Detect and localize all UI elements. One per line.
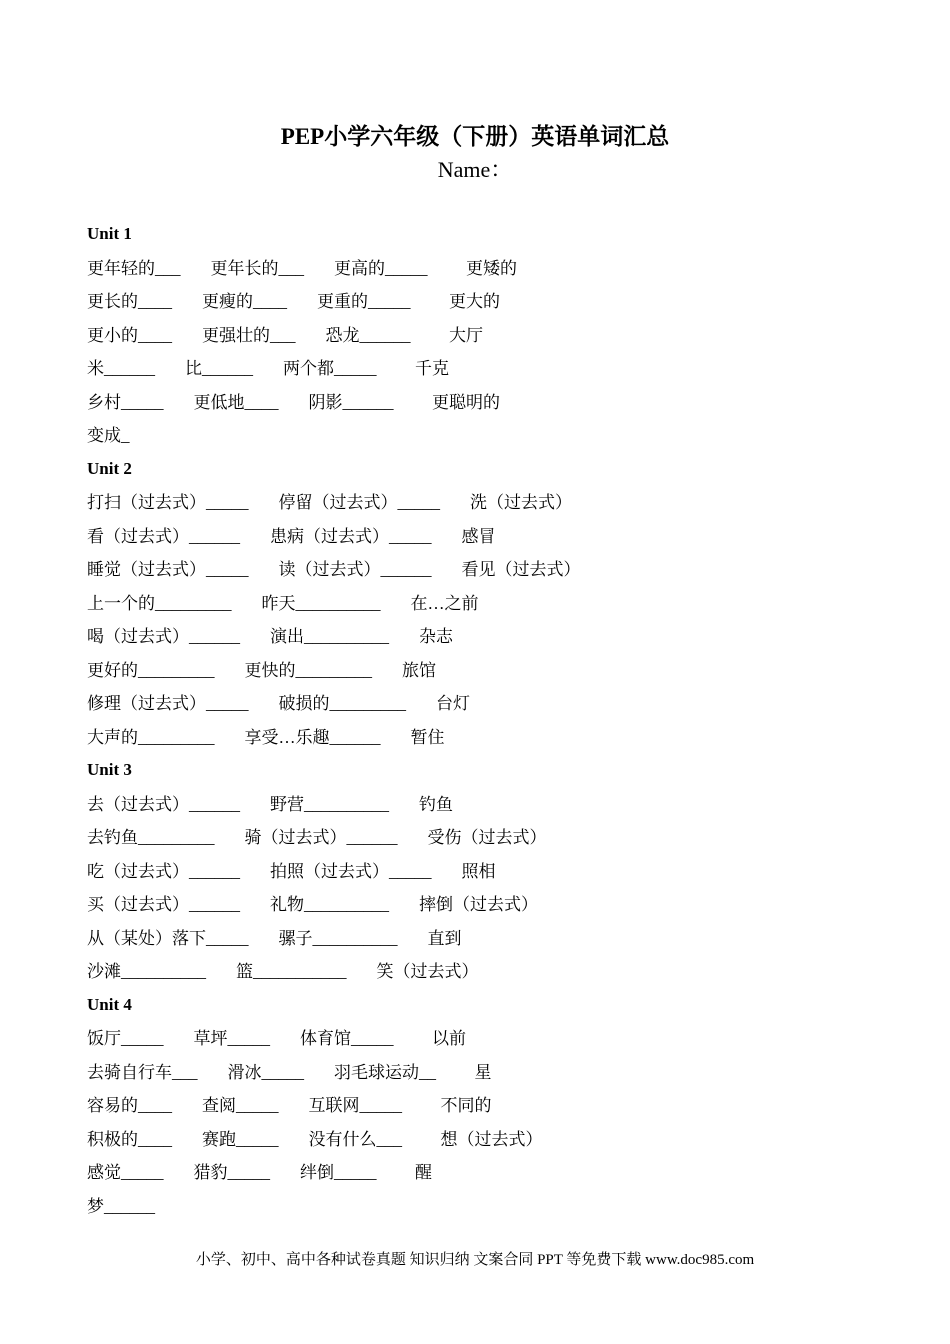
- vocabulary-row: [87, 1058, 887, 1092]
- vocabulary-item: 读（过去式）______: [278, 560, 432, 579]
- vocabulary-item: 更聪明的: [423, 392, 500, 412]
- vocabulary-row: [87, 890, 887, 924]
- vocabulary-item: 篮___________: [236, 962, 347, 981]
- vocabulary-item: 米______: [87, 359, 155, 378]
- vocabulary-item: 猎豹_____: [193, 1163, 270, 1182]
- vocabulary-item: 羽毛球运动__: [334, 1062, 436, 1082]
- vocabulary-row: [87, 321, 887, 355]
- vocabulary-item: 绊倒_____: [300, 1163, 377, 1182]
- vocabulary-row: [87, 656, 887, 690]
- vocabulary-item: 乡村_____: [87, 392, 164, 412]
- vocabulary-item: 杂志: [419, 627, 453, 646]
- vocabulary-row: [87, 1024, 887, 1058]
- vocabulary-item: 更强壮的___: [202, 325, 296, 345]
- vocabulary-item: 照相: [461, 861, 496, 881]
- vocabulary-item: 不同的: [432, 1096, 492, 1115]
- vocabulary-row: [87, 354, 887, 388]
- vocabulary-item: 野营__________: [270, 794, 389, 814]
- vocabulary-item: 更好的_________: [87, 660, 215, 680]
- page-title: PEP小学六年级（下册）英语单词汇总: [280, 124, 670, 149]
- vocabulary-item: 大声的_________: [87, 727, 215, 747]
- unit-heading: Unit 2: [87, 458, 132, 478]
- vocabulary-item: 睡觉（过去式）_____: [87, 560, 249, 579]
- vocabulary-item: 体育馆_____: [300, 1029, 394, 1048]
- vocabulary-item: 变成_: [87, 426, 130, 445]
- vocabulary-item: 去钓鱼_________: [87, 828, 215, 847]
- vocabulary-item: 暂住: [410, 727, 445, 747]
- vocabulary-item: 更快的_________: [244, 660, 372, 680]
- vocabulary-item: 喝（过去式）______: [87, 627, 240, 646]
- vocabulary-item: 更矮的: [457, 258, 517, 278]
- vocabulary-row: [87, 1091, 887, 1125]
- vocabulary-item: 更年轻的___: [87, 258, 181, 278]
- vocabulary-item: 醒: [406, 1163, 432, 1182]
- vocabulary-item: 演出__________: [270, 627, 389, 646]
- vocabulary-item: 沙滩__________: [87, 962, 206, 981]
- vocabulary-item: 骑（过去式）______: [244, 828, 398, 847]
- vocabulary-item: 赛跑_____: [202, 1129, 279, 1149]
- vocabulary-item: 打扫（过去式）_____: [87, 493, 249, 512]
- vocabulary-item: 饭厅_____: [87, 1029, 164, 1048]
- vocabulary-item: 去骑自行车___: [87, 1062, 198, 1082]
- vocabulary-item: 更高的_____: [334, 258, 428, 278]
- vocabulary-list: [87, 220, 887, 1225]
- vocabulary-item: 拍照（过去式）_____: [270, 861, 432, 881]
- vocabulary-item: 恐龙______: [325, 325, 411, 345]
- vocabulary-row: [87, 522, 887, 556]
- vocabulary-row: [87, 924, 887, 958]
- vocabulary-item: 滑冰_____: [227, 1062, 304, 1082]
- vocabulary-row: [87, 1192, 887, 1226]
- vocabulary-item: 以前: [423, 1029, 466, 1048]
- vocabulary-item: 更小的____: [87, 325, 172, 345]
- vocabulary-row: [87, 857, 887, 891]
- vocabulary-row: [87, 1125, 887, 1159]
- vocabulary-item: 患病（过去式）_____: [270, 526, 432, 546]
- footer-text: 小学、初中、高中各种试卷真题 知识归纳 文案合同 PPT 等免费下载 www.doc985.com: [195, 1252, 755, 1268]
- unit-heading: Unit 1: [87, 224, 132, 243]
- vocabulary-item: 笑（过去式）: [376, 962, 479, 981]
- vocabulary-item: 礼物__________: [270, 895, 389, 914]
- vocabulary-item: 查阅_____: [202, 1096, 279, 1115]
- unit-heading: Unit 3: [87, 760, 132, 779]
- vocabulary-item: 钓鱼: [419, 794, 453, 814]
- vocabulary-item: 没有什么___: [308, 1129, 402, 1149]
- vocabulary-item: 互联网_____: [308, 1096, 402, 1115]
- vocabulary-item: 去（过去式）______: [87, 794, 240, 814]
- vocabulary-item: 在…之前: [410, 593, 479, 613]
- vocabulary-item: 阴影______: [308, 392, 394, 412]
- vocabulary-item: 大厅: [440, 325, 483, 345]
- vocabulary-item: 更大的: [440, 292, 500, 311]
- vocabulary-item: 千克: [406, 359, 449, 378]
- vocabulary-item: 更瘦的____: [202, 292, 287, 311]
- vocabulary-item: 受伤（过去式）: [427, 828, 547, 847]
- vocabulary-item: 吃（过去式）______: [87, 861, 240, 881]
- vocabulary-row: [87, 555, 887, 589]
- name-label: Name：: [437, 157, 513, 182]
- vocabulary-item: 比______: [185, 359, 253, 378]
- vocabulary-item: 破损的_________: [278, 694, 406, 713]
- vocabulary-item: 两个都_____: [283, 359, 377, 378]
- vocabulary-item: 感觉_____: [87, 1163, 164, 1182]
- vocabulary-item: 旅馆: [402, 660, 436, 680]
- vocabulary-row: [87, 388, 887, 422]
- vocabulary-item: 摔倒（过去式）: [419, 895, 538, 914]
- vocabulary-row: [87, 254, 887, 288]
- vocabulary-item: 看见（过去式）: [461, 560, 581, 579]
- vocabulary-row: [87, 421, 887, 455]
- vocabulary-row: [87, 689, 887, 723]
- vocabulary-item: 上一个的_________: [87, 593, 232, 613]
- vocabulary-item: 看（过去式）______: [87, 526, 240, 546]
- vocabulary-item: 直到: [427, 928, 462, 948]
- vocabulary-item: 容易的____: [87, 1096, 172, 1115]
- vocabulary-item: 更年长的___: [210, 258, 304, 278]
- vocabulary-item: 更重的_____: [317, 292, 411, 311]
- vocabulary-item: 更长的____: [87, 292, 172, 311]
- vocabulary-item: 梦______: [87, 1196, 155, 1216]
- vocabulary-item: 想（过去式）: [432, 1129, 543, 1149]
- vocabulary-item: 洗（过去式）: [470, 493, 572, 512]
- vocabulary-item: 感冒: [461, 526, 496, 546]
- vocabulary-item: 昨天__________: [261, 593, 381, 613]
- vocabulary-row: [87, 287, 887, 321]
- vocabulary-item: 星: [466, 1062, 492, 1082]
- vocabulary-row: [87, 1158, 887, 1192]
- vocabulary-item: 停留（过去式）_____: [278, 493, 440, 512]
- vocabulary-row: [87, 723, 887, 757]
- vocabulary-item: 草坪_____: [193, 1029, 270, 1048]
- vocabulary-item: 更低地____: [193, 392, 279, 412]
- vocabulary-item: 买（过去式）______: [87, 895, 240, 914]
- vocabulary-row: [87, 589, 887, 623]
- vocabulary-item: 从（某处）落下_____: [87, 928, 249, 948]
- vocabulary-row: [87, 823, 887, 857]
- vocabulary-item: 修理（过去式）_____: [87, 694, 249, 713]
- vocabulary-item: 骡子__________: [278, 928, 398, 948]
- vocabulary-row: [87, 622, 887, 656]
- vocabulary-row: [87, 488, 887, 522]
- vocabulary-item: 积极的____: [87, 1129, 172, 1149]
- vocabulary-row: [87, 790, 887, 824]
- vocabulary-row: [87, 957, 887, 991]
- unit-heading: Unit 4: [87, 994, 132, 1014]
- vocabulary-item: 享受…乐趣______: [244, 727, 381, 747]
- vocabulary-item: 台灯: [436, 694, 470, 713]
